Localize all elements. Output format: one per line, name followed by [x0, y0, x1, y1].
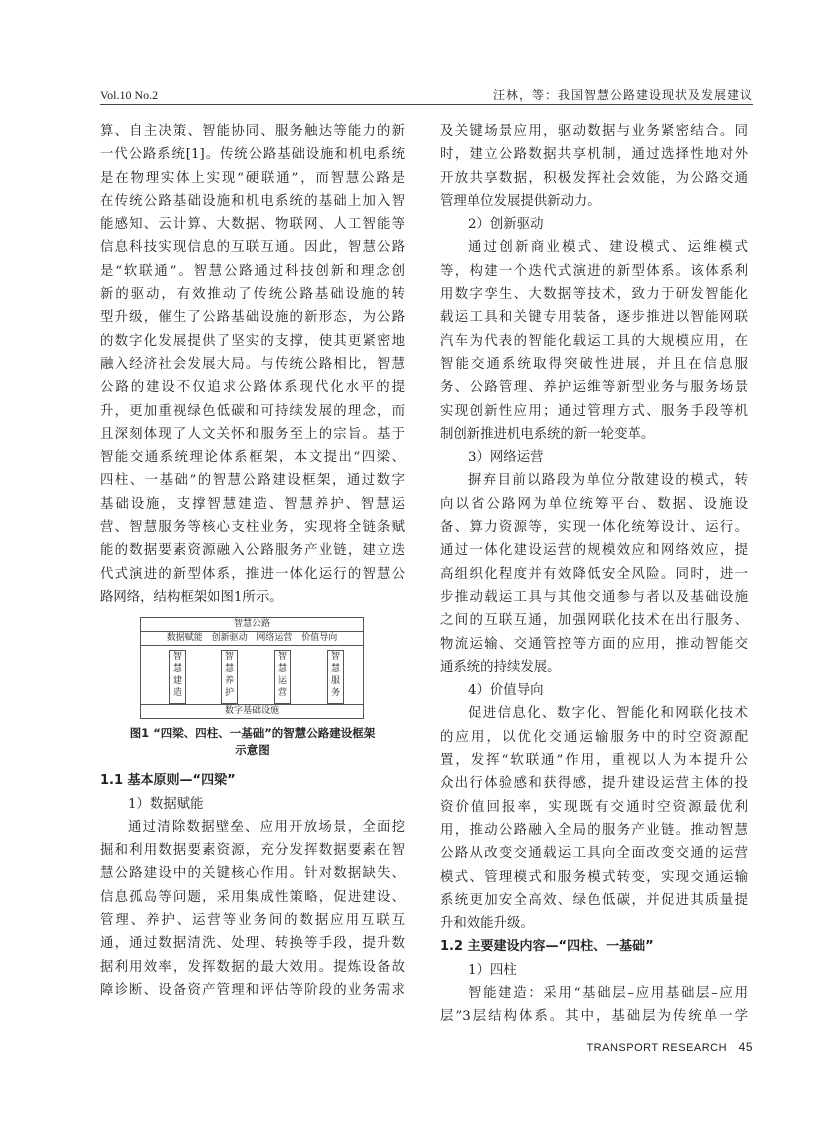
- text-line: 步推动载运工具与其他交通参与者以及基础设施: [440, 589, 748, 605]
- figure-pillar: 智慧服务: [327, 650, 344, 704]
- text-line: 层”3层结构体系。其中，基础层为传统单一学: [440, 1009, 748, 1025]
- figure-beams-label: 数据赋能 创新驱动 网络运营 价值导向: [141, 632, 363, 646]
- text-line: 障诊断、设备资产管理和评估等阶段的业务需求: [100, 982, 405, 998]
- body-paragraph: [440, 702, 748, 935]
- subheading: 1）四柱: [468, 962, 517, 978]
- section-heading: 1.2 主要建设内容—“四柱、一基础”: [440, 939, 654, 955]
- text-line: 资价值回报率，实现既有交通时空资源最优利: [440, 799, 748, 815]
- text-line: 及关键场景应用，驱动数据与业务紧密结合。同: [440, 124, 748, 139]
- left-column: [100, 120, 405, 1002]
- text-line: 通过清除数据壁垒、应用开放场景，全面挖: [128, 819, 405, 835]
- text-line: 据利用效率，发挥数据的最大效用。提炼设备故: [100, 959, 405, 975]
- text-line: 摒弃目前以路段为单位分散建设的模式，转: [468, 473, 748, 489]
- text-line: 备、算力资源等，实现一体化统筹设计、运行。: [440, 520, 748, 536]
- intro-paragraph: [100, 120, 405, 609]
- text-line: 制创新推进机电系统的新一轮变革。: [440, 426, 655, 442]
- text-line: 系统更加安全高效、绿色低碳，并促进其质量提: [440, 892, 748, 908]
- text-line: 物流运输、交通管控等方面的应用，推动智能交: [440, 636, 748, 652]
- text-line: 路网络，结构框架如图1所示。: [100, 589, 283, 605]
- text-line: 开放共享数据，积极发挥社会效能，为公路交通: [440, 170, 748, 186]
- subheading: 4）价值导向: [468, 683, 544, 699]
- subheading: 1）数据赋能: [128, 796, 204, 812]
- text-line: 信息孤岛等问题，采用集成性策略，促进建设、: [100, 889, 405, 905]
- subheading: 3）网络运营: [468, 450, 544, 466]
- text-line: 是“软联通”。智慧公路通过科技创新和理念创: [100, 263, 405, 279]
- body-paragraph: [100, 816, 405, 1002]
- text-line: 管理单位发展提供新动力。: [440, 193, 601, 209]
- text-line: 且深刻体现了人文关怀和服务至上的宗旨。基于: [100, 426, 405, 442]
- text-line: 载运工具和关键专用装备，逐步推进以智能网联: [440, 310, 748, 326]
- text-line: 慧公路建设中的关键核心作用。针对数据缺失、: [100, 866, 405, 882]
- text-line: 四柱、一基础”的智慧公路建设框架，通过数字: [100, 473, 405, 489]
- text-line: 等，构建一个迭代式演进的新型体系。该体系利: [440, 263, 748, 279]
- text-line: 公路的建设不仅追求公路体系现代化水平的提: [100, 380, 405, 396]
- text-line: 管理、养护、运营等业务间的数据应用互联互: [100, 913, 405, 929]
- text-line: 营、智慧服务等核心支柱业务，实现将全链条赋: [100, 520, 405, 536]
- text-line: 通过创新商业模式、建设模式、运维模式: [468, 240, 748, 256]
- text-line: 公路从改变交通载运工具向全面改变交通的运营: [440, 846, 748, 862]
- text-line: 代式演进的新型体系，推进一体化运行的智慧公: [100, 566, 405, 582]
- text-line: 务、公路管理、养护运维等新型业务与服务场景: [440, 380, 748, 396]
- subheading: 2）创新驱动: [468, 217, 544, 233]
- figure-pillar: 智慧养护: [221, 650, 238, 704]
- text-line: 算、自主决策、智能协同、服务触达等能力的新: [100, 124, 405, 139]
- page-footer: [586, 1040, 753, 1054]
- body-paragraph: [440, 236, 748, 446]
- text-line: 实现创新性应用；通过管理方式、服务手段等机: [440, 403, 748, 419]
- caption-line: 图1 “四梁、四柱、一基础”的智慧公路建设框架: [129, 726, 376, 741]
- figure-pillar: 智慧运营: [274, 650, 291, 704]
- running-header-left: Vol.10 No.2: [100, 88, 159, 102]
- text-line: 众出行体验感和获得感，提升建设运营主体的投: [440, 776, 748, 792]
- text-line: 智能建造：采用“基础层–应用基础层–应用: [468, 985, 748, 1001]
- section-heading: 1.1 基本原则—“四梁”: [100, 773, 236, 789]
- text-line: 智能交通系统理论体系框架，本文提出“四梁、: [100, 450, 405, 466]
- text-line: 信息科技实现信息的互联互通。因此，智慧公路: [100, 240, 405, 256]
- text-line: 时，建立公路数据共享机制，通过选择性地对外: [440, 147, 748, 163]
- text-line: 向以省公路网为单位统筹平台、数据、设施设: [440, 496, 748, 512]
- text-line: 的数字化发展提供了坚实的支撑，使其更紧密地: [100, 333, 405, 349]
- text-line: 掘和利用数据要素资源，充分发挥数据要素在智: [100, 843, 405, 859]
- text-line: 汽车为代表的智能化载运工具的大规模应用，在: [440, 333, 748, 349]
- text-line: 高组织化程度并有效降低安全风险。同时，进一: [440, 566, 748, 582]
- body-paragraph: [440, 120, 748, 213]
- text-line: 升，更加重视绿色低碳和可持续发展的理念，而: [100, 403, 405, 419]
- figure-top-label: 智慧公路: [141, 618, 363, 632]
- running-header-right: 汪林，等：我国智慧公路建设现状及发展建议: [492, 88, 753, 102]
- figure-caption: [100, 725, 405, 759]
- text-line: 促进信息化、数字化、智能化和网联化技术: [468, 706, 748, 722]
- text-line: 智能交通系统取得突破性进展，并且在信息服: [440, 356, 748, 372]
- framework-figure: [140, 617, 364, 719]
- text-line: 置，发挥“软联通”作用，重视以人为本提升公: [440, 753, 748, 769]
- figure-pillar: 智慧建造: [169, 650, 186, 704]
- text-line: 通系统的持续发展。: [440, 659, 561, 675]
- text-line: 用，推动公路融入全局的服务产业链。推动智慧: [440, 822, 748, 838]
- text-line: 融入经济社会发展大局。与传统公路相比，智慧: [100, 356, 405, 372]
- text-line: 模式、管理模式和服务模式转变，实现交通运输: [440, 869, 748, 885]
- text-line: 是在物理实体上实现“硬联通”，而智慧公路是: [100, 170, 405, 186]
- text-line: 一代公路系统[1]。传统公路基础设施和机电系统: [100, 147, 405, 163]
- text-line: 之间的互联互通，加强网联化技术在出行服务、: [440, 613, 748, 629]
- text-line: 用数字孪生、大数据等技术，致力于研发智能化: [440, 287, 748, 303]
- journal-name: TRANSPORT RESEARCH: [586, 1042, 728, 1054]
- figure-bottom-label: 数字基础设施: [141, 704, 363, 718]
- text-line: 在传统公路基础设施和机电系统的基础上加入智: [100, 193, 405, 209]
- caption-line: 示意图: [235, 743, 270, 758]
- text-line: 基础设施，支撑智慧建造、智慧养护、智慧运: [100, 496, 405, 512]
- text-line: 通，通过数据清洗、处理、转换等手段，提升数: [100, 936, 405, 952]
- text-line: 升和效能升级。: [440, 916, 534, 932]
- text-line: 通过一体化建设运营的规模效应和网络效应，提: [440, 543, 748, 559]
- header-rule: [100, 104, 753, 105]
- body-paragraph: [440, 982, 748, 1029]
- text-line: 能感知、云计算、大数据、物联网、人工智能等: [100, 217, 405, 233]
- text-line: 新的驱动，有效推动了传统公路基础设施的转: [100, 287, 405, 303]
- text-line: 的应用，以优化交通运输服务中的时空资源配: [440, 729, 748, 745]
- page-number: 45: [738, 1040, 753, 1054]
- text-line: 型升级，催生了公路基础设施的新形态，为公路: [100, 310, 405, 326]
- text-line: 能的数据要素资源融入公路服务产业链，建立迭: [100, 543, 405, 559]
- right-column: [440, 120, 748, 1029]
- body-paragraph: [440, 469, 748, 679]
